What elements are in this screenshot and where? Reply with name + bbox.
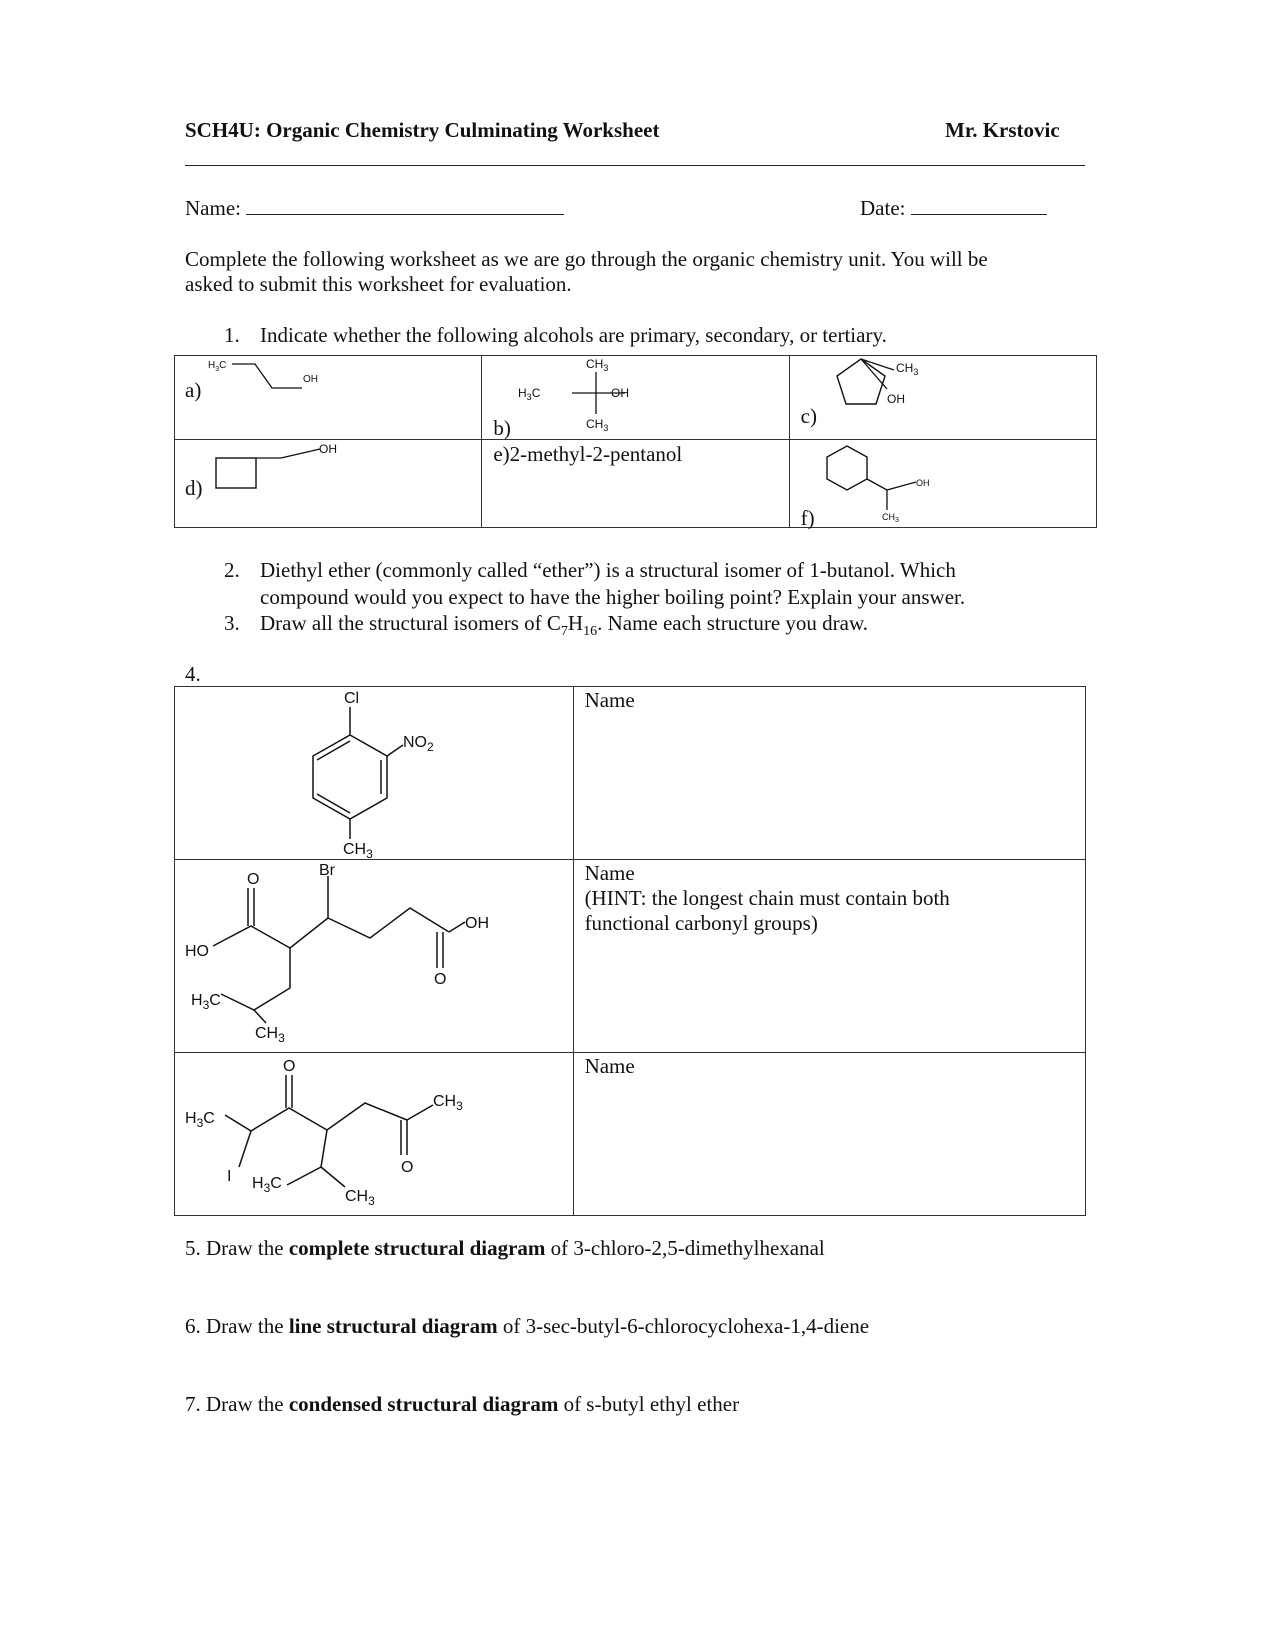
q2-line-2: compound would you expect to have the higher boiling point? Explain your answer. xyxy=(260,585,966,609)
structure-a xyxy=(175,356,480,440)
q2-item xyxy=(224,557,966,611)
svg-text:I: I xyxy=(227,1168,232,1185)
q5-text: 5. Draw the complete structural diagram of 3-chloro-2,5-dimethylhexanal xyxy=(185,1236,825,1260)
q4-answer-cell-2[interactable] xyxy=(573,860,1085,1053)
q1-number: 1. xyxy=(224,323,240,347)
q2-line-1: Diethyl ether (commonly called “ether”) is a structural isomer of 1-butanol. Which xyxy=(260,558,956,582)
q6-text: 6. Draw the line structural diagram of 3-sec-butyl-6-chlorocyclohexa-1,4-diene xyxy=(185,1314,870,1338)
svg-text:O: O xyxy=(401,1159,414,1176)
name-field xyxy=(185,196,564,221)
svg-text:OH: OH xyxy=(319,442,337,456)
q1-cell-e[interactable] xyxy=(482,440,789,528)
svg-text:CH3: $CH_3$ xyxy=(586,357,609,373)
header-divider xyxy=(185,165,1085,166)
svg-text:CH3: $CH_3$ xyxy=(255,1025,285,1045)
svg-text:CH3: $CH_3$ xyxy=(586,417,609,433)
date-label: Date: xyxy=(860,196,906,220)
q3-sub-16: 16 xyxy=(583,624,598,640)
q4-structure-cell-2 xyxy=(175,860,574,1053)
structure-bromo-dicarboxylic-acid xyxy=(175,860,573,1053)
intro-line-2: asked to submit this worksheet for evaluation. xyxy=(185,272,572,296)
structure-f xyxy=(790,440,1095,528)
svg-text:CH3: $CH_3$ xyxy=(343,841,373,860)
svg-text:HO: HO xyxy=(185,943,209,960)
svg-text:H3C: $H_3C$ xyxy=(518,386,541,402)
svg-text:CH3: $CH_3$ xyxy=(433,1093,463,1113)
name-blank[interactable] xyxy=(246,196,564,215)
date-field xyxy=(860,196,1047,221)
q4-name-label-1: Name xyxy=(584,688,635,712)
svg-text:OH: OH xyxy=(915,478,930,488)
q1-text: Indicate whether the following alcohols are primary, secondary, or tertiary. xyxy=(260,323,887,347)
intro-line-1: Complete the following worksheet as we are go through the organic chemistry unit. You will be xyxy=(185,247,988,271)
q4-hint-line-2: functional carbonyl groups) xyxy=(584,911,818,935)
teacher-name: Mr. Krstovic xyxy=(945,118,1060,142)
svg-text:OH: OH xyxy=(611,386,630,400)
q1-label-b: b) xyxy=(493,416,511,440)
svg-text:OH: OH xyxy=(886,392,905,406)
q1-cell-b[interactable] xyxy=(482,356,789,440)
q1-label-e: e)2-methyl-2-pentanol xyxy=(493,442,683,466)
q1-table xyxy=(174,355,1097,528)
q4-structure-cell-3 xyxy=(175,1053,574,1216)
svg-text:OH: OH xyxy=(303,374,318,385)
date-blank[interactable] xyxy=(911,196,1047,215)
q1-cell-f[interactable] xyxy=(789,440,1096,528)
q3-text-h: H xyxy=(567,611,584,635)
worksheet-title: SCH4U: Organic Chemistry Culminating Worksheet xyxy=(185,118,660,142)
svg-text:CH3: $CH_3$ xyxy=(895,361,919,377)
structure-c xyxy=(790,356,1095,440)
q1-label-a: a) xyxy=(185,378,202,402)
svg-text:CH3: $CH_3$ xyxy=(881,512,899,524)
q1-cell-d[interactable] xyxy=(175,440,482,528)
svg-text:Br: Br xyxy=(319,862,335,879)
q3-item xyxy=(224,610,869,645)
q4-name-label-2: Name xyxy=(584,861,635,885)
svg-text:CH3: $CH_3$ xyxy=(345,1188,375,1208)
svg-text:O: O xyxy=(283,1058,296,1075)
q4-answer-cell-3[interactable] xyxy=(573,1053,1085,1216)
q3-number: 3. xyxy=(224,611,240,635)
svg-text:H3C: $H_3C$ xyxy=(252,1175,282,1195)
q4-name-label-3: Name xyxy=(584,1054,635,1078)
q2-number: 2. xyxy=(224,558,240,582)
q1-label-d: d) xyxy=(185,476,203,500)
q1-label-c: c) xyxy=(800,404,817,428)
svg-text:O: O xyxy=(434,971,447,988)
q1-cell-c[interactable] xyxy=(789,356,1096,440)
q4-answer-cell-1[interactable] xyxy=(573,687,1085,860)
svg-text:H3C: $H_3C$ xyxy=(208,360,227,373)
name-label: Name: xyxy=(185,196,241,220)
q7-text: 7. Draw the condensed structural diagram of s-butyl ethyl ether xyxy=(185,1392,740,1416)
svg-text:O: O xyxy=(247,871,260,888)
q4-hint-line-1: (HINT: the longest chain must contain both xyxy=(584,886,950,910)
q4-table xyxy=(174,686,1086,1216)
q3-text-post: . Name each structure you draw. xyxy=(597,611,869,635)
structure-d xyxy=(175,440,480,528)
q4-hint-block xyxy=(585,861,950,936)
structure-iodo-diketone xyxy=(175,1053,573,1216)
q3-text-pre: Draw all the structural isomers of C xyxy=(260,611,561,635)
svg-text:H3C: $H_3C$ xyxy=(191,992,221,1012)
svg-text:Cl: Cl xyxy=(344,690,360,707)
structure-chloro-nitro-toluene xyxy=(175,687,573,860)
q1-label-f: f) xyxy=(800,506,815,530)
svg-text:NO2: $NO_2$ xyxy=(403,734,434,754)
svg-text:OH: OH xyxy=(465,915,489,932)
q1-cell-a[interactable] xyxy=(175,356,482,440)
svg-text:H3C: $H_3C$ xyxy=(185,1110,215,1130)
q4-structure-cell-1 xyxy=(175,687,574,860)
structure-b xyxy=(482,356,787,440)
q4-number: 4. xyxy=(185,662,201,686)
q3-sub-7: 7 xyxy=(560,624,568,640)
